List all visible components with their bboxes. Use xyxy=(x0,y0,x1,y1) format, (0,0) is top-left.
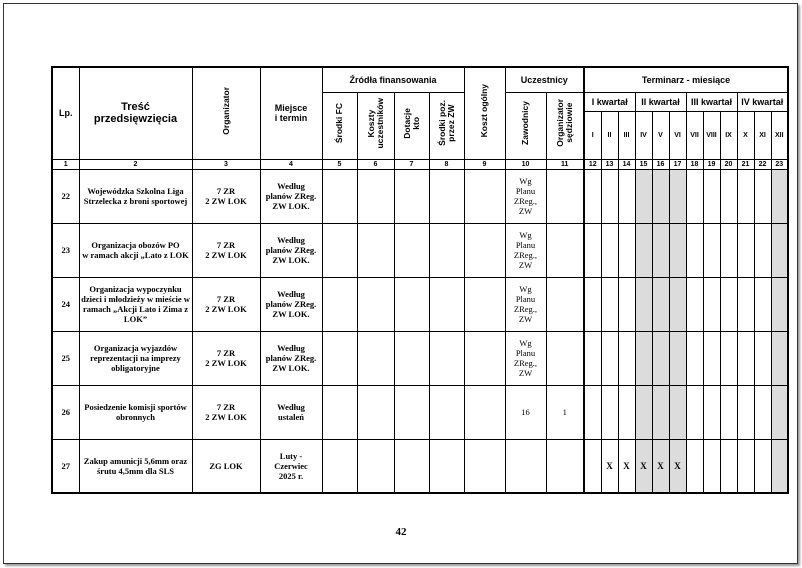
month-mark-cell xyxy=(754,385,771,439)
task-header: Treść przedsięwzięcia xyxy=(79,67,192,159)
column-number: 5 xyxy=(322,159,357,169)
row-number: 25 xyxy=(52,331,79,385)
column-number: 14 xyxy=(618,159,635,169)
month-mark-cell xyxy=(754,169,771,223)
month-mark-cell xyxy=(686,169,703,223)
referees-cell: 1 xyxy=(546,385,584,439)
column-number: 6 xyxy=(357,159,394,169)
month-mark-cell xyxy=(618,277,635,331)
zw-funds-cell xyxy=(429,223,464,277)
month-mark-cell xyxy=(737,277,754,331)
place-cell: Według planów ZReg. ZW LOK. xyxy=(260,169,322,223)
referees-cell xyxy=(546,439,584,493)
column-number: 13 xyxy=(601,159,618,169)
referees-cell xyxy=(546,331,584,385)
schedule-table xyxy=(51,66,789,494)
participant-costs-cell xyxy=(357,223,394,277)
month-mark-cell xyxy=(686,277,703,331)
month-header: II xyxy=(601,111,618,159)
funding-sources-header: Źródła finansowania xyxy=(322,67,464,92)
month-mark-cell xyxy=(652,331,669,385)
column-number-row xyxy=(52,159,788,169)
participant-costs-cell xyxy=(357,277,394,331)
month-mark-cell xyxy=(652,385,669,439)
column-number: 12 xyxy=(584,159,601,169)
column-number: 23 xyxy=(771,159,788,169)
fc-funds-cell xyxy=(322,223,357,277)
month-mark-cell xyxy=(703,169,720,223)
month-mark-cell xyxy=(584,385,601,439)
month-header: III xyxy=(618,111,635,159)
column-number: 18 xyxy=(686,159,703,169)
organizer-cell: 7 ZR 2 ZW LOK xyxy=(192,385,260,439)
column-number: 15 xyxy=(635,159,652,169)
participant-costs-cell xyxy=(357,169,394,223)
month-mark-cell xyxy=(669,223,686,277)
task-cell: Organizacja wypoczynku dzieci i młodzieży w mieście w ramach „Akcji Lato i Zima z LOK” xyxy=(79,277,192,331)
fc-funds-cell xyxy=(322,385,357,439)
table-row xyxy=(52,169,788,223)
month-mark-cell xyxy=(618,169,635,223)
organizer-cell: 7 ZR 2 ZW LOK xyxy=(192,277,260,331)
month-mark-cell xyxy=(686,385,703,439)
row-number: 27 xyxy=(52,439,79,493)
month-mark-cell xyxy=(686,223,703,277)
month-mark-cell xyxy=(669,169,686,223)
competitors-cell: Wg Planu ZReg., ZW xyxy=(505,223,546,277)
month-mark-cell xyxy=(669,385,686,439)
month-header: VIII xyxy=(703,111,720,159)
month-mark-cell xyxy=(703,439,720,493)
month-mark-cell xyxy=(720,439,737,493)
month-mark-cell xyxy=(669,331,686,385)
referees-header: Organizator sędziowie xyxy=(546,92,584,159)
zw-funds-cell xyxy=(429,277,464,331)
table-body xyxy=(52,169,788,493)
quarter-header: II kwartał xyxy=(635,92,686,111)
fc-funds-cell xyxy=(322,169,357,223)
competitors-header: Zawodnicy xyxy=(505,92,546,159)
competitors-cell: Wg Planu ZReg., ZW xyxy=(505,331,546,385)
month-header: VII xyxy=(686,111,703,159)
column-number: 4 xyxy=(260,159,322,169)
organizer-cell: ZG LOK xyxy=(192,439,260,493)
month-mark-cell xyxy=(601,277,618,331)
referees-cell xyxy=(546,223,584,277)
organizer-cell: 7 ZR 2 ZW LOK xyxy=(192,331,260,385)
month-mark-cell xyxy=(771,169,788,223)
month-mark-cell xyxy=(601,223,618,277)
month-mark-cell xyxy=(703,277,720,331)
month-mark-cell xyxy=(601,385,618,439)
task-cell: Posiedzenie komisji sportów obronnych xyxy=(79,385,192,439)
participant-costs-cell xyxy=(357,331,394,385)
grants-cell xyxy=(394,277,429,331)
month-mark-cell: X xyxy=(635,439,652,493)
place-cell: Według planów ZReg. ZW LOK. xyxy=(260,331,322,385)
grants-cell xyxy=(394,331,429,385)
zw-funds-header: Środki poz. przez ZW xyxy=(429,92,464,159)
schedule-months-header: Terminarz - miesiące xyxy=(584,67,788,92)
fc-funds-cell xyxy=(322,277,357,331)
month-mark-cell xyxy=(754,439,771,493)
month-mark-cell xyxy=(737,223,754,277)
participants-header: Uczestnicy xyxy=(505,67,584,92)
column-number: 17 xyxy=(669,159,686,169)
row-number: 23 xyxy=(52,223,79,277)
total-cost-cell xyxy=(464,223,505,277)
grants-cell xyxy=(394,169,429,223)
month-mark-cell xyxy=(652,169,669,223)
place-cell: Luty - Czerwiec 2025 r. xyxy=(260,439,322,493)
page-number: 42 xyxy=(395,526,407,538)
row-number: 22 xyxy=(52,169,79,223)
column-number: 16 xyxy=(652,159,669,169)
quarter-header: III kwartał xyxy=(686,92,737,111)
month-header: VI xyxy=(669,111,686,159)
month-mark-cell: X xyxy=(669,439,686,493)
competitors-cell xyxy=(505,439,546,493)
column-number: 21 xyxy=(737,159,754,169)
zw-funds-cell xyxy=(429,439,464,493)
month-mark-cell: X xyxy=(618,439,635,493)
task-cell: Organizacja wyjazdów reprezentacji na imprezy obligatoryjne xyxy=(79,331,192,385)
grants-cell xyxy=(394,223,429,277)
participant-costs-cell xyxy=(357,439,394,493)
column-number: 7 xyxy=(394,159,429,169)
total-cost-cell xyxy=(464,169,505,223)
place-cell: Według ustaleń xyxy=(260,385,322,439)
month-mark-cell xyxy=(601,331,618,385)
month-mark-cell xyxy=(686,439,703,493)
grants-header: Dotacje kto xyxy=(394,92,429,159)
total-cost-cell xyxy=(464,385,505,439)
task-cell: Zakup amunicji 5,6mm oraz śrutu 4,5mm dla SLS xyxy=(79,439,192,493)
month-mark-cell xyxy=(703,385,720,439)
zw-funds-cell xyxy=(429,169,464,223)
grants-cell xyxy=(394,385,429,439)
month-mark-cell xyxy=(584,277,601,331)
quarter-header: IV kwartał xyxy=(737,92,788,111)
place-header: Miejsce i termin xyxy=(260,67,322,159)
month-mark-cell xyxy=(771,277,788,331)
column-number: 1 xyxy=(52,159,79,169)
month-mark-cell xyxy=(771,439,788,493)
column-number: 20 xyxy=(720,159,737,169)
month-mark-cell xyxy=(635,331,652,385)
column-number: 3 xyxy=(192,159,260,169)
total-cost-header: Koszt ogólny xyxy=(464,67,505,159)
total-cost-cell xyxy=(464,331,505,385)
column-number: 8 xyxy=(429,159,464,169)
month-mark-cell xyxy=(720,331,737,385)
month-mark-cell xyxy=(737,331,754,385)
participant-costs-header: Koszty uczestników xyxy=(357,92,394,159)
month-mark-cell xyxy=(737,439,754,493)
month-mark-cell xyxy=(584,331,601,385)
month-mark-cell xyxy=(601,169,618,223)
month-mark-cell xyxy=(771,385,788,439)
organizer-header: Organizator xyxy=(192,67,260,159)
month-mark-cell xyxy=(771,223,788,277)
month-header: XI xyxy=(754,111,771,159)
table-row xyxy=(52,439,788,493)
place-cell: Według planów ZReg. ZW LOK. xyxy=(260,223,322,277)
month-mark-cell xyxy=(652,277,669,331)
row-number: 26 xyxy=(52,385,79,439)
organizer-cell: 7 ZR 2 ZW LOK xyxy=(192,223,260,277)
month-mark-cell xyxy=(652,223,669,277)
fc-funds-cell xyxy=(322,439,357,493)
month-mark-cell xyxy=(635,223,652,277)
column-number: 9 xyxy=(464,159,505,169)
month-header: IV xyxy=(635,111,652,159)
total-cost-cell xyxy=(464,277,505,331)
quarter-header: I kwartał xyxy=(584,92,635,111)
month-mark-cell xyxy=(720,169,737,223)
place-cell: Według planów ZReg. ZW LOK. xyxy=(260,277,322,331)
month-mark-cell xyxy=(686,331,703,385)
month-mark-cell xyxy=(635,169,652,223)
month-mark-cell xyxy=(754,331,771,385)
column-number: 19 xyxy=(703,159,720,169)
column-number: 2 xyxy=(79,159,192,169)
month-header: V xyxy=(652,111,669,159)
column-number: 10 xyxy=(505,159,546,169)
participant-costs-cell xyxy=(357,385,394,439)
month-mark-cell xyxy=(720,277,737,331)
competitors-cell: Wg Planu ZReg., ZW xyxy=(505,169,546,223)
competitors-cell: Wg Planu ZReg., ZW xyxy=(505,277,546,331)
column-number: 22 xyxy=(754,159,771,169)
total-cost-cell xyxy=(464,439,505,493)
month-mark-cell xyxy=(635,277,652,331)
month-mark-cell xyxy=(771,331,788,385)
month-header: X xyxy=(737,111,754,159)
grants-cell xyxy=(394,439,429,493)
month-header: XII xyxy=(771,111,788,159)
month-mark-cell xyxy=(703,331,720,385)
month-mark-cell xyxy=(720,223,737,277)
task-cell: Organizacja obozów PO w ramach akcji „Lato z LOK xyxy=(79,223,192,277)
row-number: 24 xyxy=(52,277,79,331)
table-row xyxy=(52,385,788,439)
month-mark-cell xyxy=(618,223,635,277)
month-mark-cell: X xyxy=(601,439,618,493)
month-header: IX xyxy=(720,111,737,159)
month-mark-cell xyxy=(618,331,635,385)
month-mark-cell xyxy=(754,223,771,277)
referees-cell xyxy=(546,169,584,223)
fc-funds-cell xyxy=(322,331,357,385)
month-mark-cell xyxy=(584,439,601,493)
zw-funds-cell xyxy=(429,331,464,385)
fc-funds-header: Środki FC xyxy=(322,92,357,159)
month-mark-cell xyxy=(618,385,635,439)
table-row xyxy=(52,223,788,277)
month-mark-cell xyxy=(635,385,652,439)
month-header: I xyxy=(584,111,601,159)
organizer-cell: 7 ZR 2 ZW LOK xyxy=(192,169,260,223)
month-mark-cell xyxy=(754,277,771,331)
month-mark-cell xyxy=(737,169,754,223)
month-mark-cell xyxy=(737,385,754,439)
month-mark-cell: X xyxy=(652,439,669,493)
table-row xyxy=(52,277,788,331)
table-row xyxy=(52,331,788,385)
month-mark-cell xyxy=(720,385,737,439)
competitors-cell: 16 xyxy=(505,385,546,439)
zw-funds-cell xyxy=(429,385,464,439)
month-mark-cell xyxy=(703,223,720,277)
month-mark-cell xyxy=(669,277,686,331)
month-mark-cell xyxy=(584,223,601,277)
referees-cell xyxy=(546,277,584,331)
lp-header: Lp. xyxy=(52,67,79,159)
column-number: 11 xyxy=(546,159,584,169)
task-cell: Wojewódzka Szkolna Liga Strzelecka z broni sportowej xyxy=(79,169,192,223)
month-mark-cell xyxy=(584,169,601,223)
